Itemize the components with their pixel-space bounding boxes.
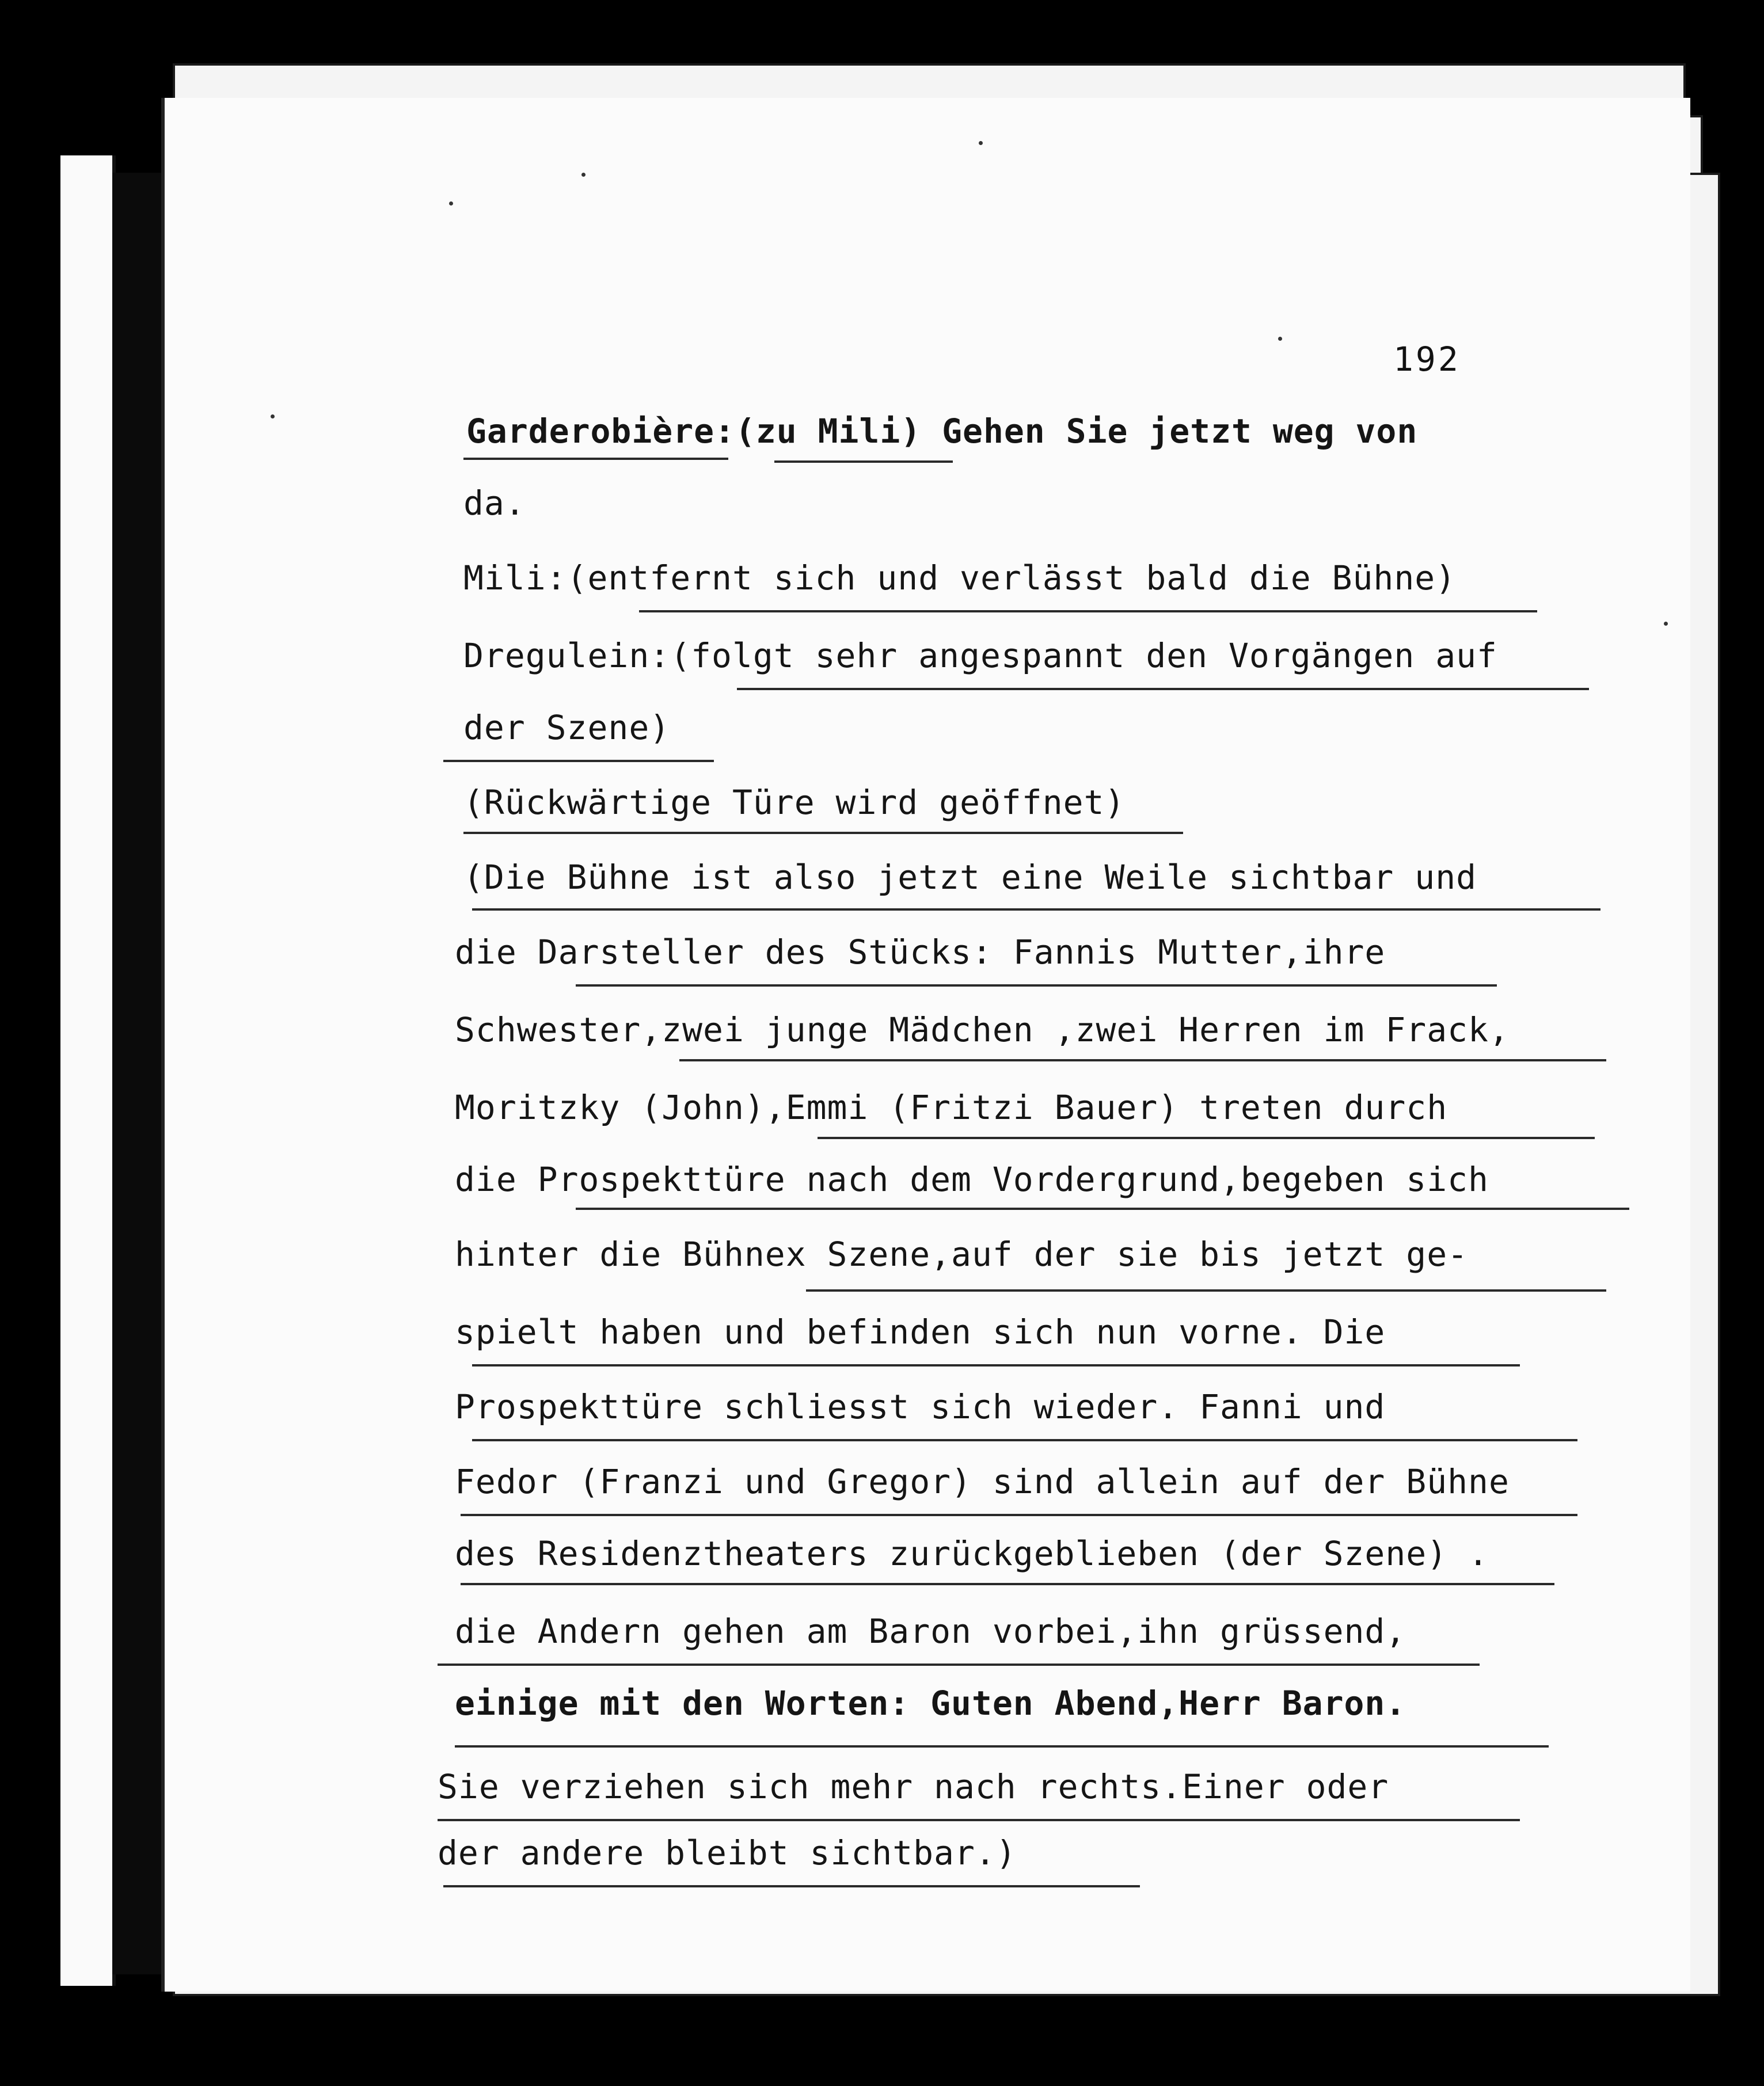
text-line-2: da. [463,484,526,523]
speck [1664,622,1668,626]
underline [443,1885,1140,1887]
underline [472,1364,1520,1366]
text-line-17: die Andern gehen am Baron vorbei,ihn grüssend, [455,1612,1406,1651]
text-line-1: Garderobière:(zu Mili) Gehen Sie jetzt weg von [466,412,1418,451]
text-line-6: (Rückwärtige Türe wird geöffnet) [463,783,1126,822]
underline [461,1583,1554,1585]
underline [472,1439,1577,1441]
underline [639,610,1537,612]
text-line-14: Prospekttüre schliesst sich wieder. Fanni und [455,1387,1386,1426]
speck [449,201,453,205]
underline [737,688,1589,690]
underline [438,1664,1480,1666]
speck [581,173,586,177]
left-page-edge [60,155,116,1986]
text-line-8: die Darsteller des Stücks: Fannis Mutter,ihre [455,932,1386,972]
underline [455,1745,1549,1748]
text-line-4: Dregulein:(folgt sehr angespannt den Vorgängen auf [463,636,1497,675]
underline [438,1819,1520,1821]
text-line-7: (Die Bühne ist also jetzt eine Weile sichtbar und [463,858,1477,897]
text-line-10: Moritzky (John),Emmi (Fritzi Bauer) treten durch [455,1088,1448,1127]
text-line-9: Schwester,zwei junge Mädchen ,zwei Herren im Frack, [455,1010,1510,1049]
speck [271,414,275,418]
text-line-16: des Residenztheaters zurückgeblieben (der Szene) . [455,1534,1489,1573]
text-line-15: Fedor (Franzi und Gregor) sind allein auf der Bühne [455,1462,1510,1501]
underline [463,832,1183,834]
text-line-13: spielt haben und befinden sich nun vorne. Die [455,1312,1386,1352]
text-line-11: die Prospekttüre nach dem Vordergrund,begeben sich [455,1160,1489,1199]
text-line-12: hinter die Bühnex Szene,auf der sie bis jetzt ge- [455,1235,1469,1274]
underline [576,984,1497,987]
text-line-5: der Szene) [463,708,671,747]
underline [443,760,714,762]
underline [818,1137,1595,1139]
text-line-20: der andere bleibt sichtbar.) [438,1833,1017,1872]
binding-shadow [112,173,164,1974]
underline [463,458,728,460]
text-line-19: Sie verziehen sich mehr nach rechts.Einer oder [438,1767,1389,1806]
underline [461,1514,1577,1516]
underline [806,1289,1606,1292]
page-number: 192 [1393,340,1461,379]
text-line-18: einige mit den Worten: Guten Abend,Herr Baron. [455,1684,1406,1723]
underline [472,908,1600,911]
underline [679,1059,1606,1061]
speck [1278,337,1282,341]
underline [774,460,953,463]
text-line-3: Mili:(entfernt sich und verlässt bald die Bühne) [463,558,1457,597]
speck [979,141,983,145]
underline [576,1208,1629,1210]
